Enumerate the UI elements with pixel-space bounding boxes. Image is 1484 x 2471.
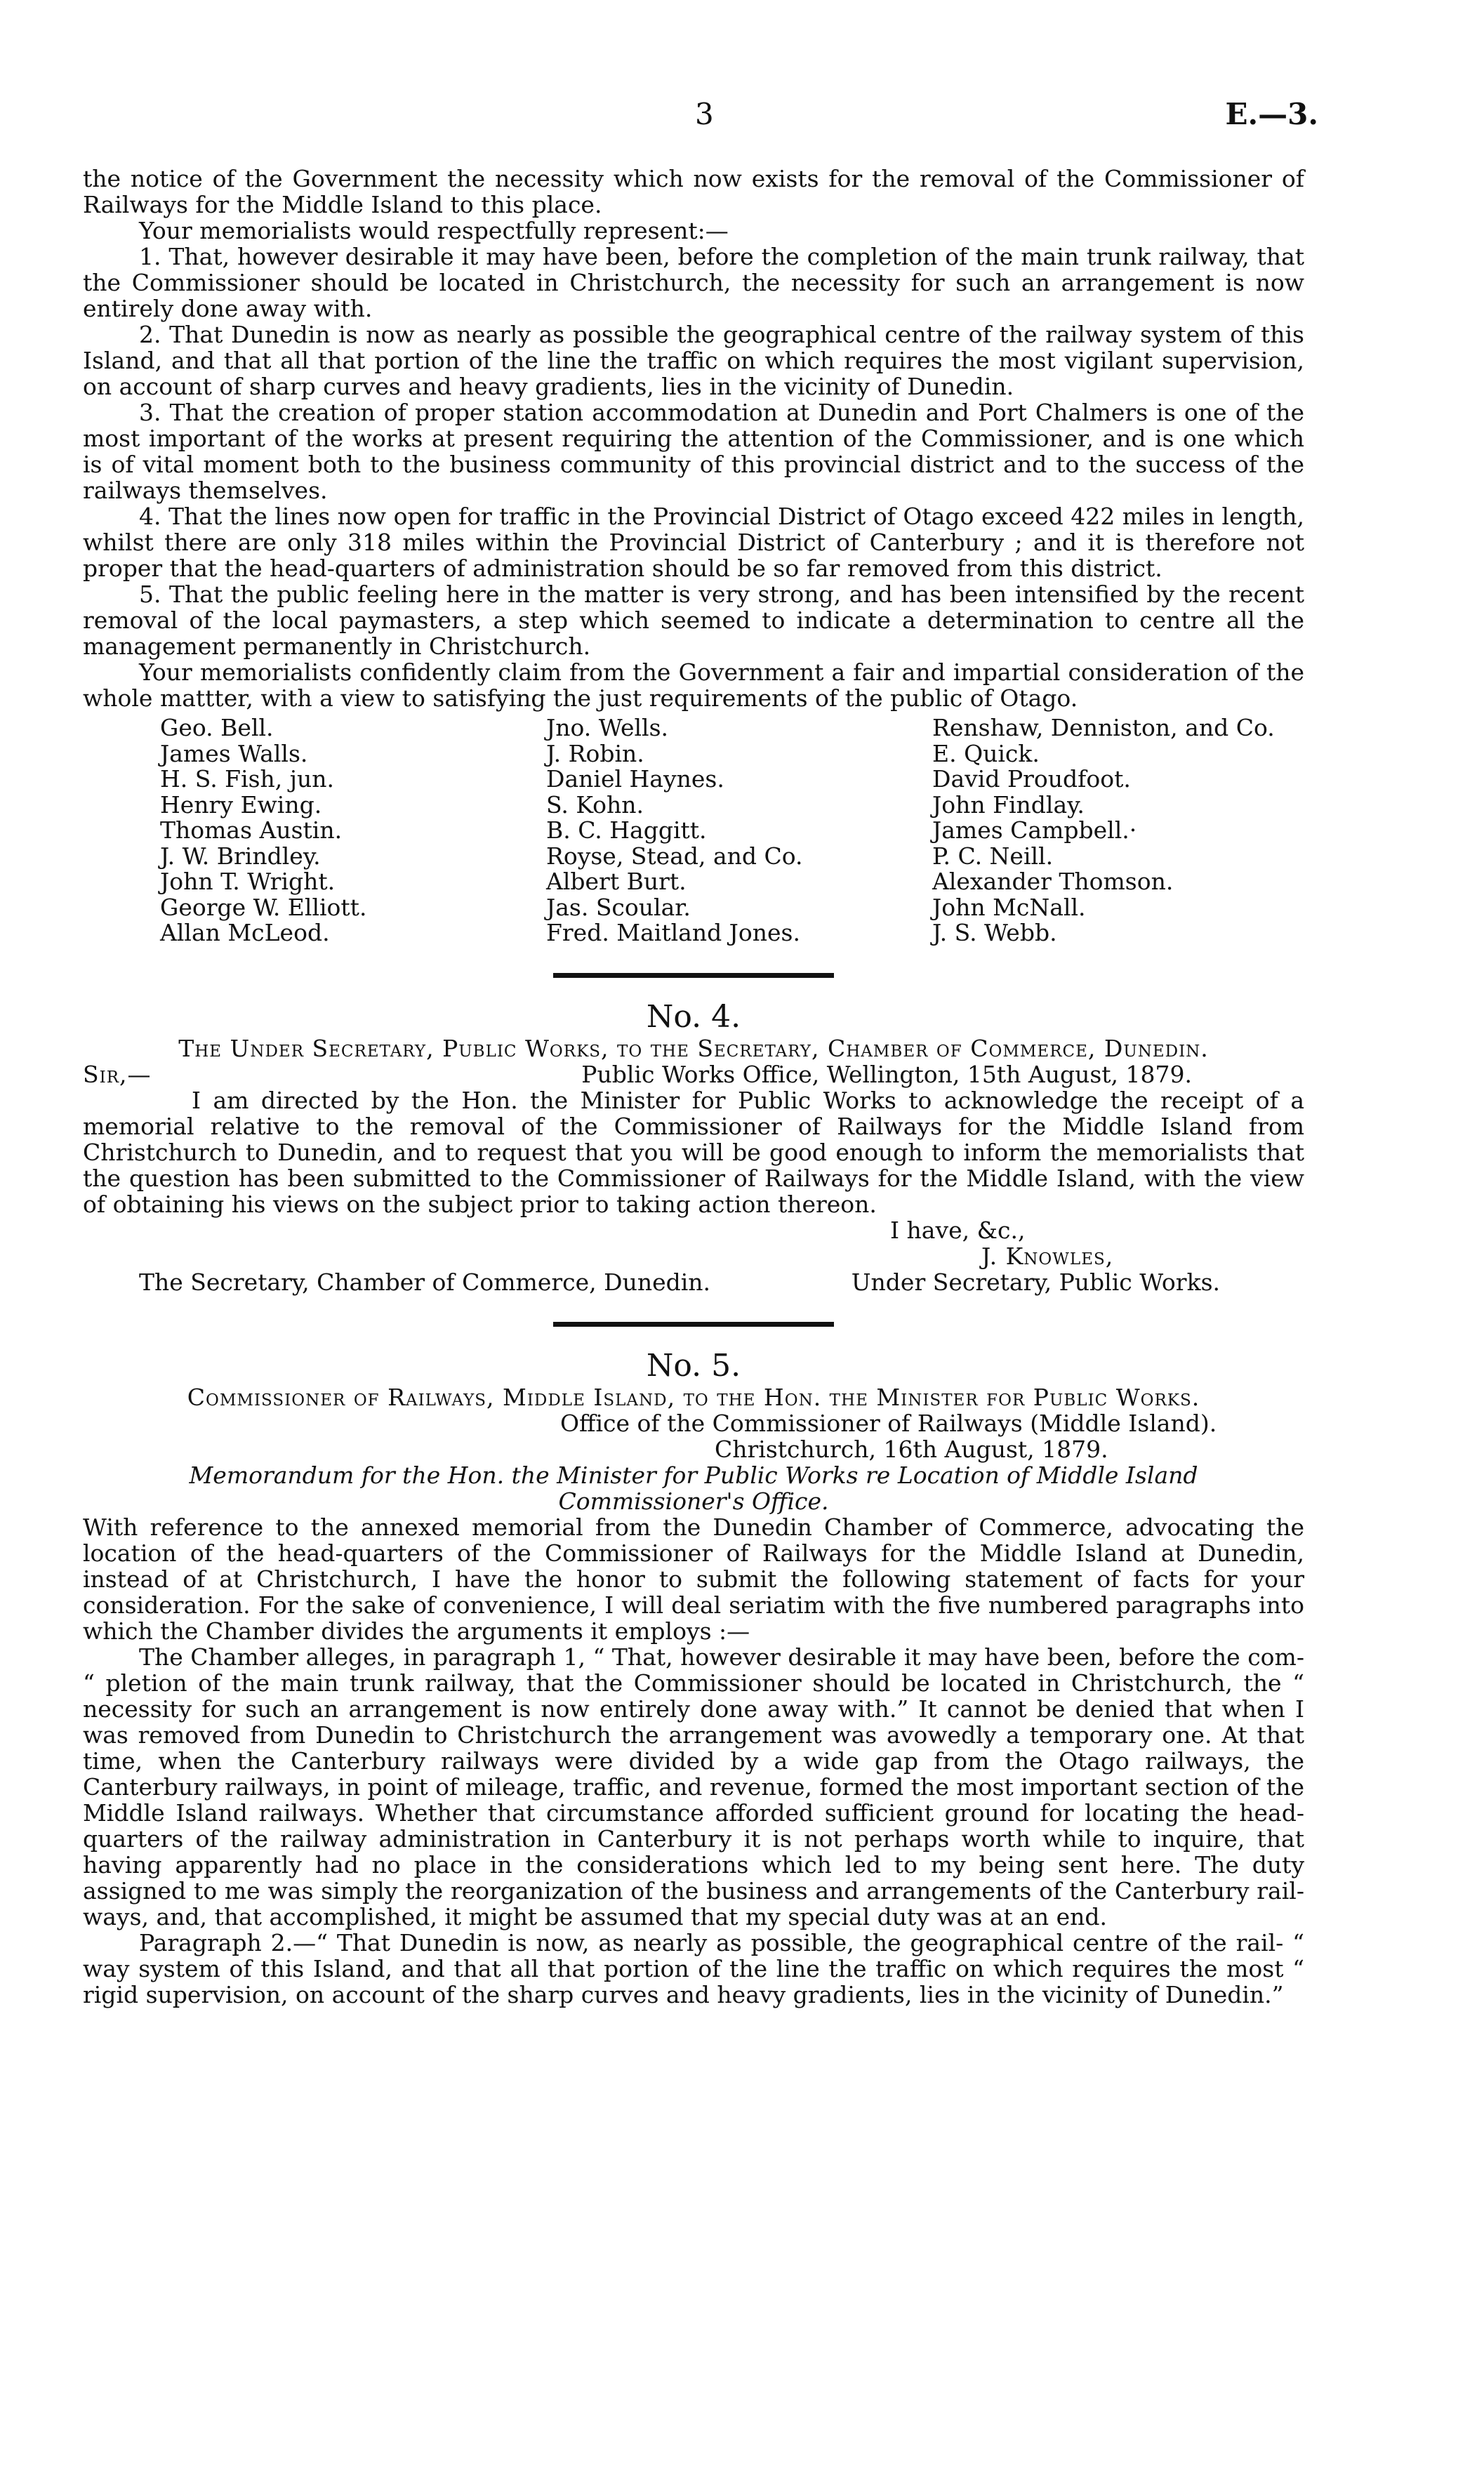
signatory: Henry Ewing. bbox=[160, 790, 322, 819]
signatory: Allan McLeod. bbox=[160, 919, 330, 946]
section-heading-no4: No. 4. bbox=[646, 998, 741, 1035]
no4-sign-row bbox=[83, 1269, 1304, 1295]
section-divider bbox=[553, 973, 834, 978]
section-heading-no5: No. 5. bbox=[646, 1347, 741, 1384]
signatories bbox=[160, 715, 1304, 946]
signatory: David Proudfoot. bbox=[932, 765, 1131, 793]
no5-paragraph-3: Paragraph 2.—“ That Dunedin is now, as nearly as possible, the geographical centre of the rail- “ way system of this Island, and that all that portion of the line the traffic on which requires the most “ rigid supervision, on account of the sharp curves and heavy gradients, lies in the vicinity of Dunedin.” bbox=[83, 1928, 1304, 2008]
memorial-intro: the notice of the Government the necessity which now exists for the removal of the Commissioner of Railways for the Middle Island to this place. bbox=[83, 165, 1304, 218]
signatory: George W. Elliott. bbox=[160, 893, 367, 921]
section-divider bbox=[553, 1322, 834, 1327]
memorial-point-1: 1. That, however desirable it may have been, before the completion of the main trunk railway, that the Commissioner should be located in Christchurch, the necessity for such an arrangement is now entirely done away with. bbox=[83, 243, 1304, 322]
memorial-point-4: 4. That the lines now open for traffic in the Provincial District of Otago exceed 422 miles in length, whilst there are only 318 miles within the Provincial District of Canterbury ; and it is therefore not proper that the head-quarters of administration should be so far removed from this district. bbox=[83, 503, 1304, 582]
no4-from-to: The Under Secretary, Public Works, to the Secretary, Chamber of Commerce, Dunedin. bbox=[178, 1034, 1209, 1062]
signatory: Fred. Maitland Jones. bbox=[546, 919, 800, 946]
no4-salutation-row bbox=[83, 1061, 1304, 1087]
signatory: P. C. Neill. bbox=[932, 842, 1054, 870]
signatory: Geo. Bell. bbox=[160, 714, 274, 741]
signatory: Jas. Scoular. bbox=[546, 893, 691, 921]
no5-place-date: Christchurch, 16th August, 1879. bbox=[715, 1435, 1108, 1463]
signatory-column bbox=[160, 715, 546, 946]
signatory: J. S. Webb. bbox=[932, 919, 1057, 946]
no4-closing: I have, &c., bbox=[890, 1216, 1026, 1244]
no4-salutation: Sir,— bbox=[83, 1060, 152, 1088]
no4-body: I am directed by the Hon. the Minister for Public Works to acknowledge the receipt of a memorial relative to the removal of the Commissioner of Railways for the Middle Island from Christchurch to Dunedin, and to request that you will be good enough to inform the memorialists that the question has been submitted to the Commissioner of Railways for the Middle Island, with the view of obtaining his views on the subject prior to taking action thereon. bbox=[83, 1086, 1304, 1218]
signatory-column bbox=[932, 715, 1353, 946]
memorial-claim: Your memorialists confidently claim from the Government a fair and impartial consideration of the whole mattter, with a view to satisfying the just requirements of the public of Otago. bbox=[83, 658, 1304, 712]
page-number: 3 bbox=[695, 97, 714, 131]
memorial-point-5: 5. That the public feeling here in the matter is very strong, and has been intensified by the recent removal of the local paymasters, a step which seemed to indicate a determination to centre all the management permanently in Christchurch. bbox=[83, 581, 1304, 660]
signatory: Thomas Austin. bbox=[160, 816, 343, 844]
signatory: Renshaw, Denniston, and Co. bbox=[932, 714, 1275, 741]
signatory: John T. Wright. bbox=[160, 868, 336, 895]
document-code: E.—3. bbox=[1225, 97, 1318, 131]
signatory: John McNall. bbox=[932, 893, 1086, 921]
signatory: E. Quick. bbox=[932, 739, 1040, 767]
signatory: James Campbell.· bbox=[932, 816, 1137, 844]
no5-office: Office of the Commissioner of Railways (Middle Island). bbox=[560, 1409, 1217, 1437]
memorial-respectfully: Your memorialists would respectfully represent:— bbox=[139, 217, 729, 244]
no4-place-date: Public Works Office, Wellington, 15th August, 1879. bbox=[581, 1060, 1192, 1088]
no4-signer: J. Knowles, bbox=[981, 1242, 1114, 1270]
signatory: S. Kohn. bbox=[546, 790, 644, 819]
signatory-column bbox=[546, 715, 932, 946]
signatory: H. S. Fish, jun. bbox=[160, 765, 335, 793]
no5-paragraph-1: With reference to the annexed memorial from the Dunedin Chamber of Commerce, advocating the location of the head-quarters of the Commissioner of Railways for the Middle Island at Dunedin, instead of at Christchurch, I have the honor to submit the following statement of facts for your consideration. For the sake of convenience, I will deal seriatim with the five numbered paragraphs into which the Chamber divides the arguments it employs :— bbox=[83, 1513, 1304, 1645]
signatory: J. W. Brindley. bbox=[160, 842, 321, 870]
signatory: Jno. Wells. bbox=[546, 714, 669, 741]
signatory: Alexander Thomson. bbox=[932, 868, 1174, 895]
signatory: John Findlay. bbox=[932, 790, 1085, 819]
memorial-point-2: 2. That Dunedin is now as nearly as possible the geographical centre of the railway system of this Island, and that all that portion of the line the traffic on which requires the most vigilant supervision, on account of sharp curves and heavy gradients, lies in the vicinity of Dunedin. bbox=[83, 321, 1304, 400]
signatory: Royse, Stead, and Co. bbox=[546, 842, 803, 870]
no5-memo-title: Memorandum for the Hon. the Minister for Public Works re Location of Middle Island Commissioner's Office. bbox=[189, 1461, 1198, 1515]
no5-from-to: Commissioner of Railways, Middle Island, to the Hon. the Minister for Public Works. bbox=[187, 1383, 1200, 1411]
no4-addressee: The Secretary, Chamber of Commerce, Dunedin. bbox=[139, 1268, 711, 1296]
document-body bbox=[83, 166, 1304, 2008]
signatory: Daniel Haynes. bbox=[546, 765, 724, 793]
signatory: Albert Burt. bbox=[546, 868, 687, 895]
memorial-point-3: 3. That the creation of proper station accommodation at Dunedin and Port Chalmers is one of the most important of the works at present requiring the attention of the Commissioner, and is one which is of vital moment both to the business community of this provincial district and to the success of the railways themselves. bbox=[83, 399, 1304, 504]
signatory: B. C. Haggitt. bbox=[546, 816, 707, 844]
no4-signer-title: Under Secretary, Public Works. bbox=[851, 1268, 1220, 1296]
signatory: J. Robin. bbox=[546, 739, 644, 767]
no5-paragraph-2: The Chamber alleges, in paragraph 1, “ That, however desirable it may have been, before the com- “ pletion of the main trunk railway, that the Commissioner should be located in Christchurch, the “ necessity for such an arrangement is now entirely done away with.” It cannot be denied that when I was removed from Dunedin to Christchurch the arrangement was avowedly a temporary one. At that time, when the Canterbury railways were divided by a wide gap from the Otago railways, the Canterbury railways, in point of mileage, traffic, and revenue, formed the most important section of the Middle Island railways. Whether that circumstance afforded sufficient ground for locating the head-quarters of the railway administration in Canterbury it is not perhaps worth while to inquire, that having apparently had no place in the considerations which led to my being sent here. The duty assigned to me was simply the reorganization of the business and arrangements of the Canterbury rail- ways, and, that accomplished, it might be assumed that my special duty was at an end. bbox=[83, 1643, 1304, 1930]
signatory: James Walls. bbox=[160, 739, 308, 767]
